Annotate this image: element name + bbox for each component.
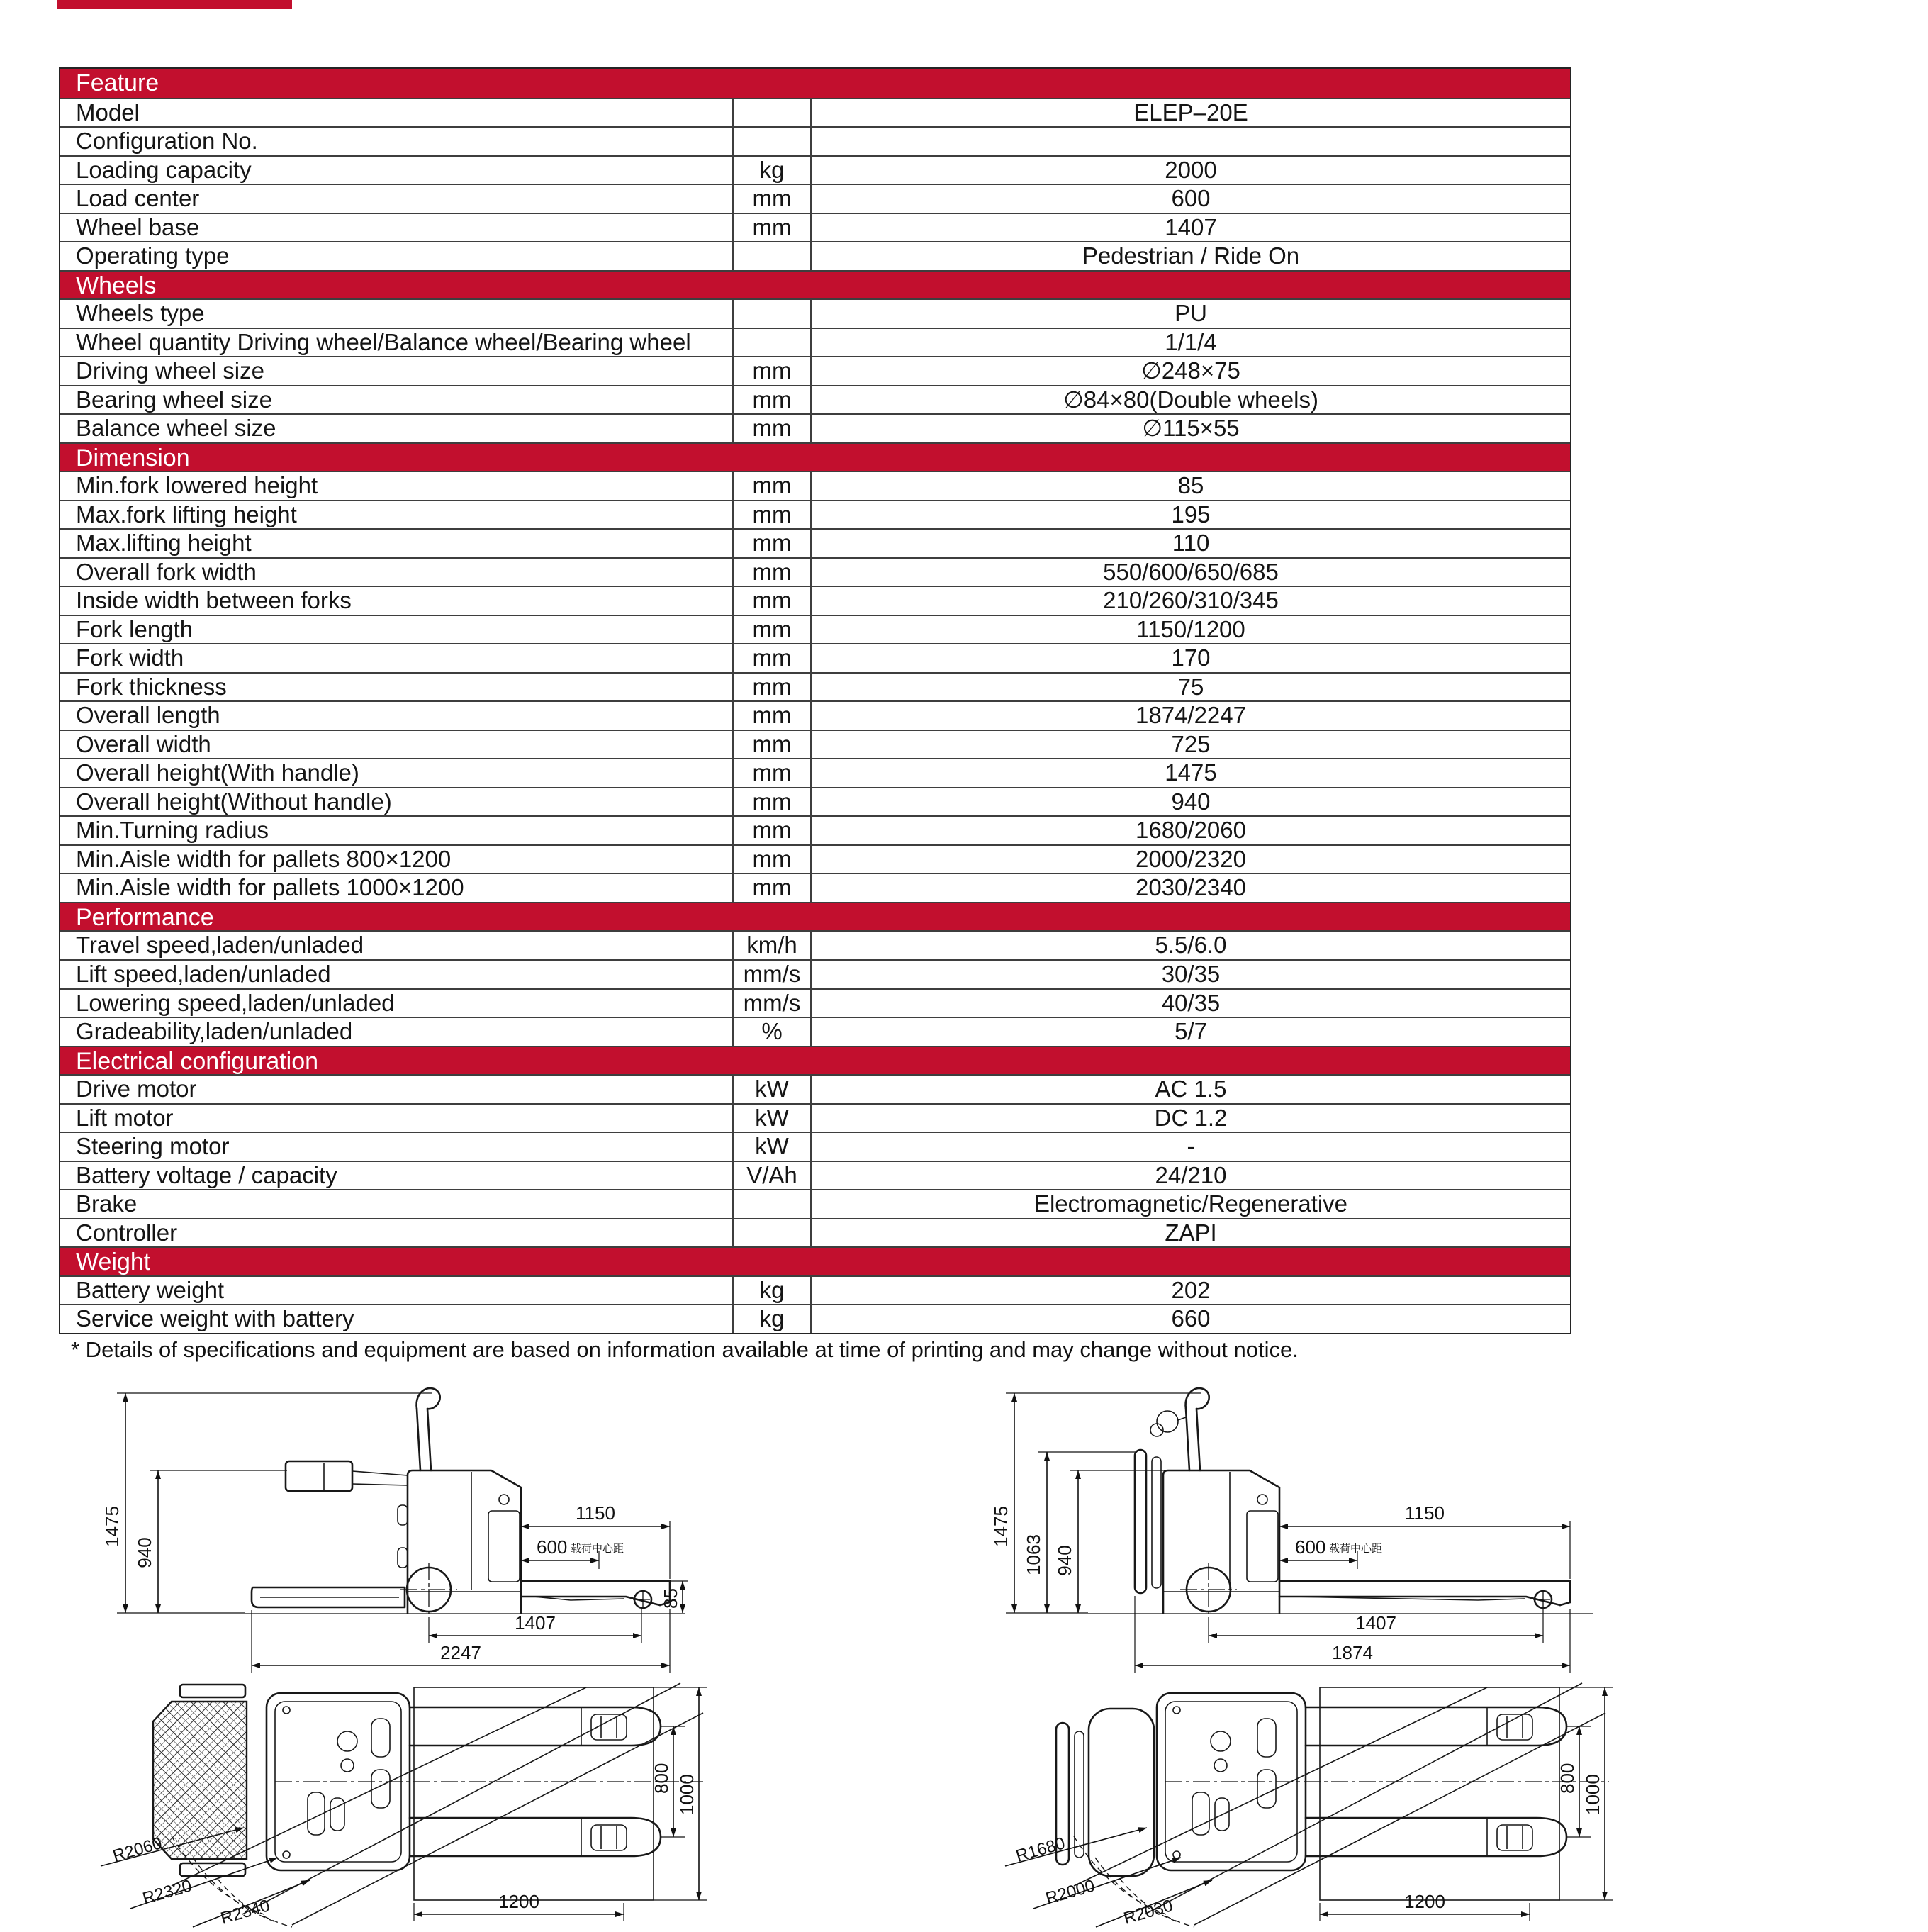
spec-value: 30/35 bbox=[1161, 960, 1221, 987]
drawing-top-view-extended bbox=[65, 1680, 746, 1932]
spec-value: ∅84×80(Double wheels) bbox=[1063, 386, 1318, 413]
spec-row bbox=[60, 815, 1570, 844]
turning-radius-label-1: R2060 bbox=[111, 1833, 164, 1866]
spec-unit: V/Ah bbox=[734, 1162, 812, 1190]
spec-row bbox=[60, 98, 1570, 127]
spec-row bbox=[60, 586, 1570, 615]
spec-row bbox=[60, 126, 1570, 155]
spec-row bbox=[60, 328, 1570, 357]
spec-row bbox=[60, 873, 1570, 902]
spec-label: Load center bbox=[60, 185, 734, 213]
spec-label: Wheel quantity Driving wheel/Balance wheel/Bearing wheel bbox=[60, 329, 734, 357]
spec-label: Wheel base bbox=[60, 214, 734, 242]
spec-unit bbox=[734, 329, 812, 357]
spec-label: Battery weight bbox=[60, 1277, 734, 1305]
spec-row bbox=[60, 184, 1570, 213]
spec-value: 1150/1200 bbox=[1136, 615, 1245, 642]
spec-label: Service weight with battery bbox=[60, 1305, 734, 1333]
turning-radius-label-2: R2320 bbox=[140, 1876, 194, 1909]
spec-value: 195 bbox=[1171, 501, 1211, 527]
spec-row bbox=[60, 356, 1570, 385]
spec-row bbox=[60, 844, 1570, 873]
spec-row bbox=[60, 1304, 1570, 1333]
spec-label: Gradeability,laden/unladed bbox=[60, 1018, 734, 1046]
spec-value: 2000 bbox=[1165, 156, 1217, 183]
spec-row bbox=[60, 1074, 1570, 1103]
spec-row bbox=[60, 615, 1570, 644]
drawing-side-view-folded bbox=[982, 1379, 1620, 1687]
spec-unit: mm bbox=[734, 644, 812, 672]
spec-label: Lift speed,laden/unladed bbox=[60, 961, 734, 988]
spec-value: 1874/2247 bbox=[1136, 702, 1246, 729]
spec-value: ∅115×55 bbox=[1142, 415, 1240, 442]
spec-value: ZAPI bbox=[1165, 1219, 1217, 1246]
dim-wheel-base: 1407 bbox=[1355, 1612, 1396, 1634]
drawing-top-view-folded bbox=[971, 1680, 1652, 1932]
spec-unit: mm bbox=[734, 214, 812, 242]
spec-row bbox=[60, 959, 1570, 988]
spec-label: Fork thickness bbox=[60, 674, 734, 701]
turning-radius-label-3: R2030 bbox=[1121, 1896, 1175, 1928]
spec-unit bbox=[734, 128, 812, 155]
spec-value: 1407 bbox=[1165, 213, 1217, 240]
dim-pallet-length: 1200 bbox=[498, 1891, 539, 1912]
spec-unit: mm bbox=[734, 874, 812, 902]
spec-row bbox=[60, 700, 1570, 730]
spec-unit: mm bbox=[734, 357, 812, 385]
spec-value: 550/600/650/685 bbox=[1103, 558, 1279, 585]
spec-value: 1680/2060 bbox=[1136, 817, 1246, 844]
spec-value: 202 bbox=[1171, 1276, 1211, 1303]
dim-pallet-width: 1000 bbox=[676, 1774, 697, 1815]
spec-row bbox=[60, 213, 1570, 242]
spec-value: Pedestrian / Ride On bbox=[1082, 242, 1300, 269]
spec-unit: % bbox=[734, 1018, 812, 1046]
spec-unit: km/h bbox=[734, 932, 812, 959]
spec-label: Lowering speed,laden/unladed bbox=[60, 990, 734, 1017]
dim-load-center: 600 bbox=[1295, 1536, 1326, 1558]
dim-body-height: 940 bbox=[1054, 1545, 1075, 1576]
spec-value: 24/210 bbox=[1155, 1161, 1227, 1188]
spec-unit: mm bbox=[734, 817, 812, 844]
spec-label: Bearing wheel size bbox=[60, 386, 734, 414]
dim-fork-length: 1150 bbox=[1405, 1502, 1445, 1524]
spec-unit: kW bbox=[734, 1133, 812, 1161]
spec-value: 110 bbox=[1172, 530, 1210, 557]
spec-label: Max.fork lifting height bbox=[60, 501, 734, 529]
spec-value: 940 bbox=[1171, 788, 1211, 815]
spec-label: Drive motor bbox=[60, 1076, 734, 1103]
spec-label: Min.Turning radius bbox=[60, 817, 734, 844]
dim-pallet-width: 1000 bbox=[1582, 1774, 1603, 1815]
spec-label: Steering motor bbox=[60, 1133, 734, 1161]
spec-row bbox=[60, 1218, 1570, 1247]
spec-unit: kg bbox=[734, 1277, 812, 1305]
section-header: Feature bbox=[60, 69, 1570, 98]
spec-label: Lift motor bbox=[60, 1105, 734, 1132]
spec-label: Travel speed,laden/unladed bbox=[60, 932, 734, 959]
dim-wheel-base: 1407 bbox=[515, 1612, 556, 1634]
spec-label: Wheels type bbox=[60, 300, 734, 328]
dim-platform-height: 1063 bbox=[1023, 1534, 1044, 1575]
spec-unit: mm bbox=[734, 731, 812, 759]
spec-label: Overall fork width bbox=[60, 559, 734, 586]
spec-unit: kW bbox=[734, 1105, 812, 1132]
spec-row bbox=[60, 557, 1570, 586]
dim-fork-lowered: 85 bbox=[660, 1588, 681, 1609]
spec-row bbox=[60, 1189, 1570, 1218]
spec-label: Max.lifting height bbox=[60, 530, 734, 557]
spec-label: Overall length bbox=[60, 702, 734, 730]
spec-table bbox=[59, 67, 1571, 1334]
spec-value: 1475 bbox=[1165, 759, 1217, 786]
section-header: Performance bbox=[60, 902, 1570, 931]
spec-unit: mm bbox=[734, 702, 812, 730]
section-header: Electrical configuration bbox=[60, 1046, 1570, 1075]
spec-unit: mm bbox=[734, 386, 812, 414]
spec-value: 170 bbox=[1171, 644, 1211, 671]
spec-row bbox=[60, 298, 1570, 328]
spec-unit: mm bbox=[734, 415, 812, 442]
spec-unit: mm bbox=[734, 501, 812, 529]
spec-value: - bbox=[1187, 1133, 1195, 1160]
spec-row bbox=[60, 1275, 1570, 1305]
spec-row bbox=[60, 787, 1570, 816]
spec-value: ELEP–20E bbox=[1133, 99, 1248, 125]
turning-radius-label-2: R2000 bbox=[1043, 1876, 1097, 1909]
spec-row bbox=[60, 1132, 1570, 1161]
spec-value: 85 bbox=[1177, 472, 1204, 499]
spec-value: DC 1.2 bbox=[1154, 1104, 1228, 1131]
turning-radius-label-1: R1680 bbox=[1014, 1833, 1067, 1866]
dim-overall-height: 1475 bbox=[101, 1506, 123, 1547]
spec-value: ∅248×75 bbox=[1141, 357, 1240, 384]
footnote: * Details of specifications and equipment are based on information available at time of printing and may change without notice. bbox=[71, 1337, 1299, 1362]
spec-unit bbox=[734, 99, 812, 127]
spec-label: Fork length bbox=[60, 616, 734, 644]
spec-label: Overall width bbox=[60, 731, 734, 759]
dim-fork-length: 1150 bbox=[576, 1502, 615, 1524]
spec-label: Min.fork lowered height bbox=[60, 472, 734, 500]
spec-value: 600 bbox=[1171, 185, 1211, 212]
spec-unit bbox=[734, 300, 812, 328]
spec-unit bbox=[734, 1190, 812, 1218]
spec-value: 210/260/310/345 bbox=[1103, 587, 1279, 614]
spec-unit: mm bbox=[734, 846, 812, 873]
dim-overall-length: 2247 bbox=[440, 1642, 481, 1663]
spec-row bbox=[60, 528, 1570, 557]
dim-load-center-note: 载荷中心距 bbox=[1329, 1543, 1383, 1555]
spec-unit: mm bbox=[734, 530, 812, 557]
spec-value bbox=[812, 128, 1570, 155]
spec-label: Min.Aisle width for pallets 800×1200 bbox=[60, 846, 734, 873]
spec-value: 40/35 bbox=[1161, 989, 1221, 1016]
spec-unit: mm bbox=[734, 472, 812, 500]
spec-row bbox=[60, 730, 1570, 759]
spec-value: Electromagnetic/Regenerative bbox=[1033, 1190, 1348, 1217]
dim-overall-height: 1475 bbox=[990, 1506, 1011, 1547]
spec-label: Model bbox=[60, 99, 734, 127]
dim-overall-length: 1874 bbox=[1332, 1642, 1373, 1663]
spec-label: Controller bbox=[60, 1219, 734, 1247]
section-header: Wheels bbox=[60, 270, 1570, 299]
dim-fork-center-distance: 800 bbox=[1557, 1763, 1578, 1794]
dim-pallet-length: 1200 bbox=[1404, 1891, 1445, 1912]
spec-unit: mm bbox=[734, 587, 812, 615]
spec-row bbox=[60, 500, 1570, 529]
spec-label: Driving wheel size bbox=[60, 357, 734, 385]
spec-label: Battery voltage / capacity bbox=[60, 1162, 734, 1190]
spec-unit: mm/s bbox=[734, 961, 812, 988]
spec-row bbox=[60, 930, 1570, 959]
spec-row bbox=[60, 385, 1570, 414]
dim-fork-center-distance: 800 bbox=[651, 1763, 672, 1794]
spec-label: Overall height(Without handle) bbox=[60, 788, 734, 816]
spec-value: 725 bbox=[1171, 730, 1211, 757]
turning-radius-label-3: R2340 bbox=[218, 1896, 272, 1928]
spec-row bbox=[60, 988, 1570, 1017]
spec-value: PU bbox=[1175, 300, 1207, 327]
drawing-side-view-extended bbox=[74, 1379, 698, 1687]
spec-unit: kg bbox=[734, 1305, 812, 1333]
spec-unit: mm bbox=[734, 674, 812, 701]
spec-value: 2000/2320 bbox=[1136, 845, 1246, 872]
spec-row bbox=[60, 758, 1570, 787]
spec-unit: kg bbox=[734, 157, 812, 184]
spec-unit: mm bbox=[734, 788, 812, 816]
spec-label: Fork width bbox=[60, 644, 734, 672]
spec-unit: mm bbox=[734, 616, 812, 644]
dim-body-height: 940 bbox=[134, 1537, 155, 1568]
spec-unit bbox=[734, 242, 812, 270]
spec-label: Inside width between forks bbox=[60, 587, 734, 615]
spec-unit: mm/s bbox=[734, 990, 812, 1017]
spec-row bbox=[60, 413, 1570, 442]
spec-unit: mm bbox=[734, 759, 812, 787]
spec-unit: mm bbox=[734, 559, 812, 586]
spec-label: Min.Aisle width for pallets 1000×1200 bbox=[60, 874, 734, 902]
section-header: Weight bbox=[60, 1246, 1570, 1275]
spec-row bbox=[60, 241, 1570, 270]
section-header: Dimension bbox=[60, 442, 1570, 471]
spec-value: 1/1/4 bbox=[1165, 328, 1217, 355]
dim-load-center-note: 载荷中心距 bbox=[571, 1543, 624, 1555]
spec-label: Operating type bbox=[60, 242, 734, 270]
top-accent-bar bbox=[57, 0, 292, 9]
spec-unit bbox=[734, 1219, 812, 1247]
spec-unit: kW bbox=[734, 1076, 812, 1103]
spec-value: 5.5/6.0 bbox=[1155, 932, 1227, 959]
spec-value: 2030/2340 bbox=[1136, 874, 1246, 901]
spec-value: 75 bbox=[1177, 673, 1204, 700]
spec-value: 660 bbox=[1171, 1305, 1211, 1332]
spec-unit: mm bbox=[734, 185, 812, 213]
spec-label: Brake bbox=[60, 1190, 734, 1218]
spec-label: Configuration No. bbox=[60, 128, 734, 155]
spec-row bbox=[60, 1103, 1570, 1132]
spec-label: Overall height(With handle) bbox=[60, 759, 734, 787]
spec-value: 5/7 bbox=[1175, 1018, 1207, 1045]
spec-row bbox=[60, 471, 1570, 500]
spec-label: Balance wheel size bbox=[60, 415, 734, 442]
spec-row bbox=[60, 643, 1570, 672]
dim-load-center: 600 bbox=[537, 1536, 568, 1558]
spec-label: Loading capacity bbox=[60, 157, 734, 184]
spec-row bbox=[60, 1161, 1570, 1190]
spec-row bbox=[60, 1017, 1570, 1046]
spec-row bbox=[60, 672, 1570, 701]
spec-value: AC 1.5 bbox=[1155, 1076, 1227, 1102]
spec-row bbox=[60, 155, 1570, 184]
